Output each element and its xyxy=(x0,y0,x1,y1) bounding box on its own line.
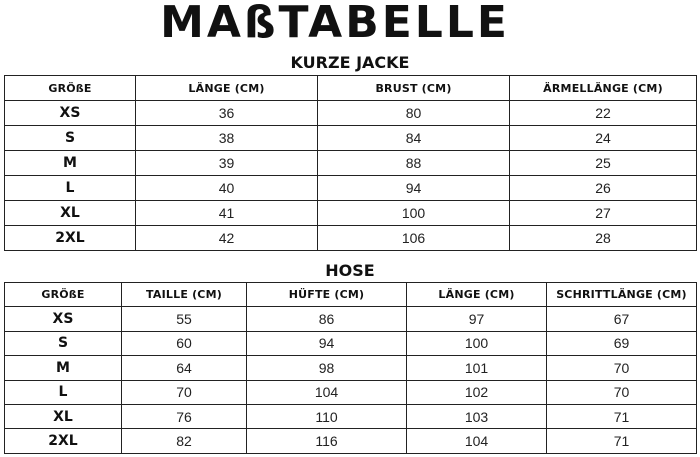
table-cell: 71 xyxy=(547,404,697,428)
size-cell: 2XL xyxy=(5,429,122,453)
table-cell: 103 xyxy=(407,404,547,428)
table-header-row xyxy=(5,283,697,307)
table-cell: 116 xyxy=(247,429,407,453)
column-header-schrittlaenge: SCHRITTLÄNGE (CM) xyxy=(547,283,697,307)
table-cell: 55 xyxy=(122,307,247,331)
table-row xyxy=(5,307,697,331)
size-cell: M xyxy=(5,151,136,176)
table-cell: 70 xyxy=(547,356,697,380)
table-cell: 36 xyxy=(136,101,318,126)
size-cell: S xyxy=(5,331,122,355)
table-cell: 98 xyxy=(247,356,407,380)
table-cell: 80 xyxy=(318,101,510,126)
section-title-hose: HOSE xyxy=(325,261,375,280)
size-cell: L xyxy=(5,380,122,404)
table-cell: 22 xyxy=(510,101,697,126)
table-cell: 64 xyxy=(122,356,247,380)
table-cell: 104 xyxy=(407,429,547,453)
table-cell: 86 xyxy=(247,307,407,331)
size-table-hose xyxy=(4,282,697,454)
size-cell: XS xyxy=(5,101,136,126)
table-cell: 101 xyxy=(407,356,547,380)
table-cell: 100 xyxy=(407,331,547,355)
table-header-row xyxy=(5,76,697,101)
table-cell: 67 xyxy=(547,307,697,331)
table-row xyxy=(5,101,697,126)
table-cell: 97 xyxy=(407,307,547,331)
table-cell: 28 xyxy=(510,226,697,251)
table-cell: 106 xyxy=(318,226,510,251)
size-cell: L xyxy=(5,176,136,201)
size-cell: XS xyxy=(5,307,122,331)
table-cell: 42 xyxy=(136,226,318,251)
column-header-huefte: HÜFTE (CM) xyxy=(247,283,407,307)
column-header-aermellaenge: ÄRMELLÄNGE (CM) xyxy=(510,76,697,101)
page-title: MAßTABELLE xyxy=(160,0,510,48)
table-cell: 76 xyxy=(122,404,247,428)
table-cell: 102 xyxy=(407,380,547,404)
table-cell: 24 xyxy=(510,126,697,151)
size-cell: 2XL xyxy=(5,226,136,251)
table-cell: 60 xyxy=(122,331,247,355)
section-title-kurze-jacke: KURZE JACKE xyxy=(290,53,410,72)
table-cell: 104 xyxy=(247,380,407,404)
table-cell: 94 xyxy=(247,331,407,355)
column-header-laenge: LÄNGE (CM) xyxy=(136,76,318,101)
table-cell: 70 xyxy=(122,380,247,404)
column-header-brust: BRUST (CM) xyxy=(318,76,510,101)
table-cell: 25 xyxy=(510,151,697,176)
table-row xyxy=(5,356,697,380)
column-header-groesse: GRÖßE xyxy=(5,76,136,101)
table-cell: 38 xyxy=(136,126,318,151)
table-cell: 70 xyxy=(547,380,697,404)
table-row xyxy=(5,151,697,176)
table-cell: 88 xyxy=(318,151,510,176)
size-table-kurze-jacke xyxy=(4,75,697,251)
table-row xyxy=(5,380,697,404)
table-row xyxy=(5,429,697,453)
table-cell: 100 xyxy=(318,201,510,226)
size-cell: XL xyxy=(5,201,136,226)
table-cell: 110 xyxy=(247,404,407,428)
table-cell: 84 xyxy=(318,126,510,151)
table-cell: 26 xyxy=(510,176,697,201)
column-header-groesse: GRÖßE xyxy=(5,283,122,307)
table-row xyxy=(5,176,697,201)
table-cell: 94 xyxy=(318,176,510,201)
table-row xyxy=(5,404,697,428)
size-cell: M xyxy=(5,356,122,380)
table-row xyxy=(5,331,697,355)
column-header-laenge: LÄNGE (CM) xyxy=(407,283,547,307)
table-cell: 69 xyxy=(547,331,697,355)
column-header-taille: TAILLE (CM) xyxy=(122,283,247,307)
table-cell: 40 xyxy=(136,176,318,201)
table-row xyxy=(5,126,697,151)
table-cell: 39 xyxy=(136,151,318,176)
table-row xyxy=(5,226,697,251)
table-cell: 71 xyxy=(547,429,697,453)
table-cell: 41 xyxy=(136,201,318,226)
table-cell: 82 xyxy=(122,429,247,453)
table-cell: 27 xyxy=(510,201,697,226)
size-cell: S xyxy=(5,126,136,151)
table-row xyxy=(5,201,697,226)
size-cell: XL xyxy=(5,404,122,428)
